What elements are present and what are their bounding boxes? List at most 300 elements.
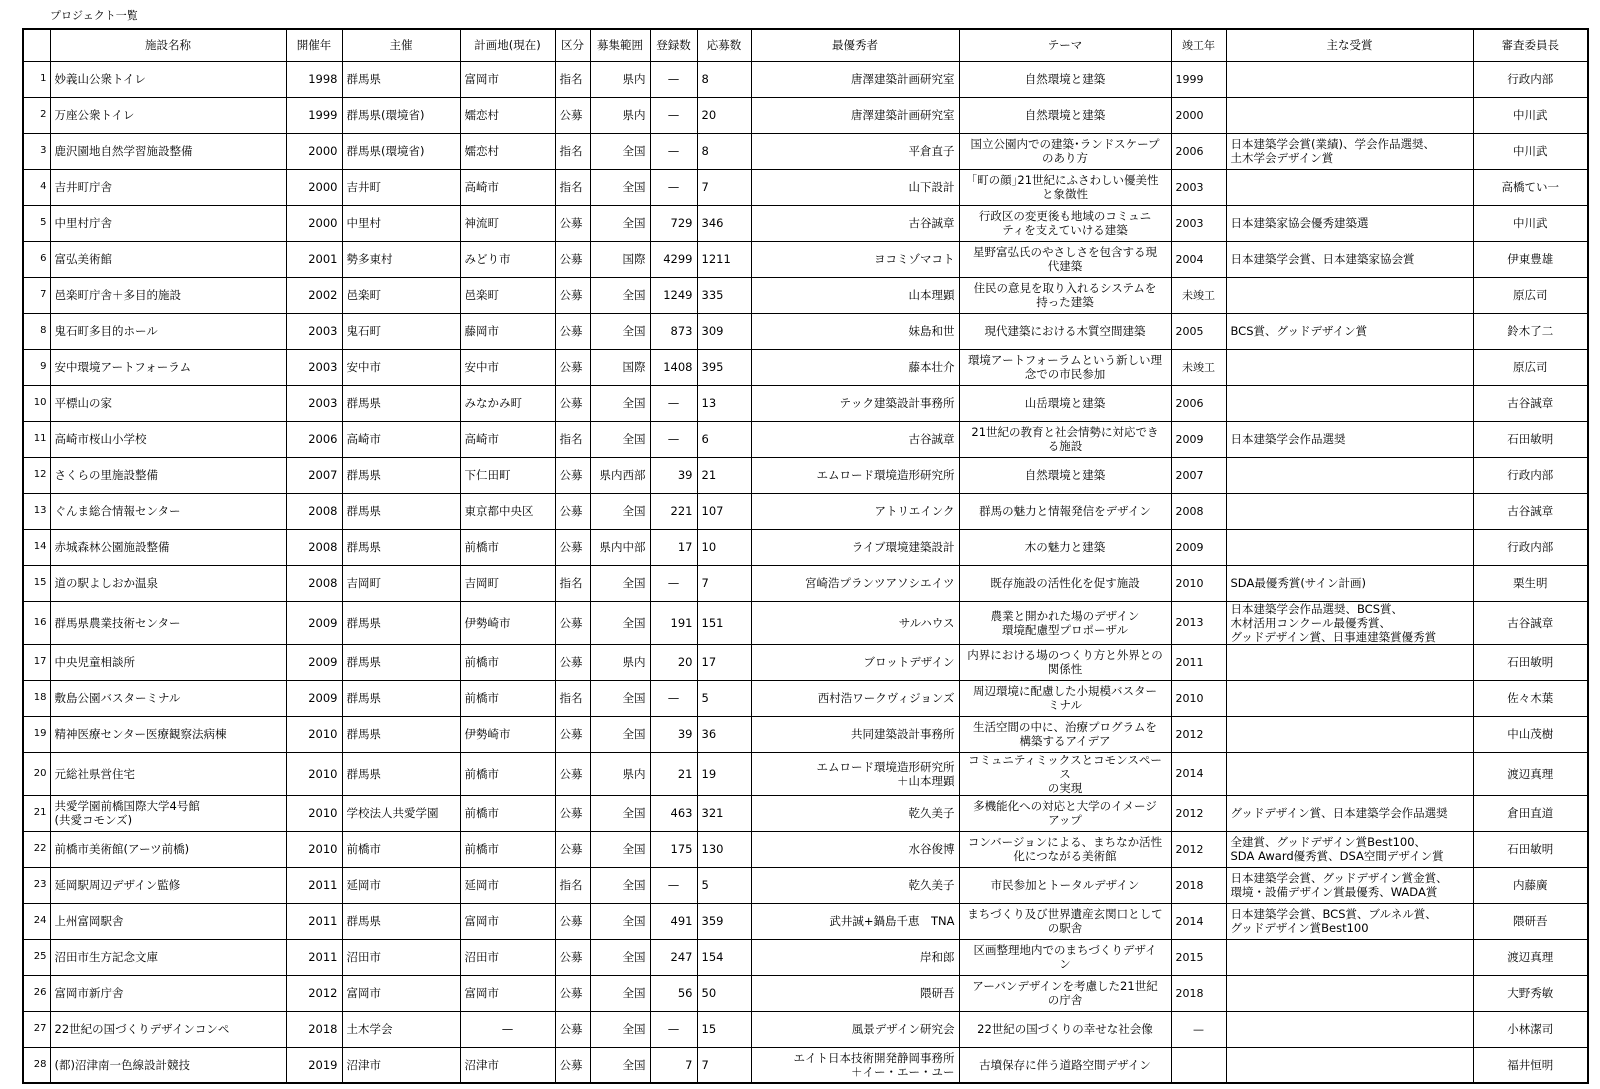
cell-jury-chair: 栗生明	[1473, 565, 1588, 601]
cell-row-number: 12	[23, 457, 50, 493]
header-row	[23, 29, 1588, 61]
cell-registrations: —	[650, 169, 697, 205]
cell-location: 安中市	[460, 349, 555, 385]
header-winner: 最優秀者	[751, 29, 959, 61]
table-row	[23, 867, 1588, 903]
cell-entries: 154	[697, 939, 751, 975]
cell-row-number: 23	[23, 867, 50, 903]
cell-theme: 環境アートフォーラムという新しい理 念での市民参加	[959, 349, 1171, 385]
cell-scope: 県内	[590, 97, 650, 133]
cell-jury-chair: 佐々木葉	[1473, 680, 1588, 716]
table-row	[23, 241, 1588, 277]
cell-year: 2010	[286, 795, 342, 831]
cell-registrations: 1408	[650, 349, 697, 385]
cell-registrations: 175	[650, 831, 697, 867]
cell-year: 2019	[286, 1047, 342, 1083]
cell-row-number: 3	[23, 133, 50, 169]
cell-scope: 全国	[590, 421, 650, 457]
cell-year: 2018	[286, 1011, 342, 1047]
table-row	[23, 493, 1588, 529]
cell-awards	[1226, 385, 1473, 421]
cell-theme: 住民の意見を取り入れるシステムを 持った建築	[959, 277, 1171, 313]
cell-location: 前橋市	[460, 680, 555, 716]
cell-organizer: 学校法人共愛学園	[342, 795, 460, 831]
cell-location: 神流町	[460, 205, 555, 241]
cell-scope: 県内	[590, 644, 650, 680]
cell-location: 沼津市	[460, 1047, 555, 1083]
cell-location: 伊勢崎市	[460, 601, 555, 644]
cell-jury-chair: 伊東豊雄	[1473, 241, 1588, 277]
cell-completion-year: 2012	[1171, 795, 1226, 831]
cell-registrations: 1249	[650, 277, 697, 313]
cell-completion-year: 2009	[1171, 421, 1226, 457]
cell-registrations: —	[650, 680, 697, 716]
cell-awards	[1226, 1011, 1473, 1047]
cell-facility-name: 沼田市生方記念文庫	[50, 939, 286, 975]
cell-category: 公募	[555, 277, 590, 313]
cell-winner: 岸和郎	[751, 939, 959, 975]
cell-category: 公募	[555, 1047, 590, 1083]
cell-entries: 15	[697, 1011, 751, 1047]
cell-category: 公募	[555, 529, 590, 565]
cell-theme: 周辺環境に配慮した小規模バスター ミナル	[959, 680, 1171, 716]
cell-awards	[1226, 349, 1473, 385]
cell-theme: 木の魅力と建築	[959, 529, 1171, 565]
cell-facility-name: 鬼石町多目的ホール	[50, 313, 286, 349]
cell-jury-chair: 隈研吾	[1473, 903, 1588, 939]
table-row	[23, 97, 1588, 133]
cell-year: 2003	[286, 349, 342, 385]
cell-location: みどり市	[460, 241, 555, 277]
cell-year: 2000	[286, 169, 342, 205]
cell-awards: 日本建築家協会優秀建築選	[1226, 205, 1473, 241]
cell-jury-chair: 行政内部	[1473, 529, 1588, 565]
cell-row-number: 5	[23, 205, 50, 241]
cell-category: 指名	[555, 680, 590, 716]
cell-awards	[1226, 169, 1473, 205]
cell-jury-chair: 小林潔司	[1473, 1011, 1588, 1047]
cell-year: 2011	[286, 867, 342, 903]
table-row	[23, 939, 1588, 975]
cell-jury-chair: 石田敏明	[1473, 831, 1588, 867]
cell-theme: 自然環境と建築	[959, 457, 1171, 493]
cell-row-number: 13	[23, 493, 50, 529]
table-row	[23, 644, 1588, 680]
cell-category: 公募	[555, 241, 590, 277]
cell-organizer: 群馬県	[342, 644, 460, 680]
cell-year: 2011	[286, 939, 342, 975]
cell-entries: 5	[697, 680, 751, 716]
cell-winner: 山下設計	[751, 169, 959, 205]
cell-awards: BCS賞、グッドデザイン賞	[1226, 313, 1473, 349]
cell-scope: 全国	[590, 169, 650, 205]
cell-jury-chair: 渡辺真理	[1473, 939, 1588, 975]
cell-completion-year	[1171, 1047, 1226, 1083]
cell-winner: エムロード環境造形研究所 ＋山本理顕	[751, 752, 959, 795]
table-row	[23, 349, 1588, 385]
cell-awards	[1226, 975, 1473, 1011]
cell-awards	[1226, 644, 1473, 680]
table-row	[23, 975, 1588, 1011]
cell-awards	[1226, 277, 1473, 313]
cell-theme: まちづくり及び世界遺産玄関口として の駅舎	[959, 903, 1171, 939]
cell-location: 高崎市	[460, 169, 555, 205]
cell-awards	[1226, 1047, 1473, 1083]
cell-entries: 335	[697, 277, 751, 313]
cell-organizer: 群馬県	[342, 61, 460, 97]
cell-location: 伊勢崎市	[460, 716, 555, 752]
cell-jury-chair: 内藤廣	[1473, 867, 1588, 903]
cell-facility-name: 精神医療センター医療観察法病棟	[50, 716, 286, 752]
cell-organizer: 鬼石町	[342, 313, 460, 349]
cell-entries: 1211	[697, 241, 751, 277]
cell-facility-name: 鹿沢園地自然学習施設整備	[50, 133, 286, 169]
cell-organizer: 群馬県	[342, 493, 460, 529]
cell-location: 富岡市	[460, 903, 555, 939]
cell-entries: 151	[697, 601, 751, 644]
cell-organizer: 吉井町	[342, 169, 460, 205]
cell-theme: 生活空間の中に、治療プログラムを 構築するアイデア	[959, 716, 1171, 752]
table-row	[23, 421, 1588, 457]
cell-completion-year: 2010	[1171, 680, 1226, 716]
cell-organizer: 邑楽町	[342, 277, 460, 313]
cell-facility-name: さくらの里施設整備	[50, 457, 286, 493]
cell-winner: エムロード環境造形研究所	[751, 457, 959, 493]
cell-winner: サルハウス	[751, 601, 959, 644]
cell-location: 前橋市	[460, 529, 555, 565]
cell-row-number: 26	[23, 975, 50, 1011]
cell-completion-year: 2003	[1171, 205, 1226, 241]
cell-completion-year: 2011	[1171, 644, 1226, 680]
cell-category: 公募	[555, 493, 590, 529]
cell-awards	[1226, 529, 1473, 565]
cell-awards: 日本建築学会作品選奨	[1226, 421, 1473, 457]
header-year: 開催年	[286, 29, 342, 61]
cell-completion-year: 2014	[1171, 903, 1226, 939]
cell-location: 吉岡町	[460, 565, 555, 601]
cell-entries: 50	[697, 975, 751, 1011]
cell-theme: 国立公園内での建築･ランドスケープ のあり方	[959, 133, 1171, 169]
cell-organizer: 前橋市	[342, 831, 460, 867]
cell-jury-chair: 古谷誠章	[1473, 601, 1588, 644]
cell-facility-name: ぐんま総合情報センター	[50, 493, 286, 529]
cell-theme: 星野富弘氏のやさしさを包含する現 代建築	[959, 241, 1171, 277]
cell-winner: 隈研吾	[751, 975, 959, 1011]
table-row	[23, 601, 1588, 644]
cell-location: 前橋市	[460, 752, 555, 795]
cell-registrations: —	[650, 867, 697, 903]
cell-year: 1999	[286, 97, 342, 133]
cell-registrations: 463	[650, 795, 697, 831]
cell-theme: 21世紀の教育と社会情勢に対応でき る施設	[959, 421, 1171, 457]
cell-winner: 乾久美子	[751, 867, 959, 903]
header-entries: 応募数	[697, 29, 751, 61]
cell-theme: 農業と開かれた場のデザイン 環境配慮型プロポーザル	[959, 601, 1171, 644]
cell-facility-name: 上州富岡駅舎	[50, 903, 286, 939]
header-jury-chair: 審査委員長	[1473, 29, 1588, 61]
cell-jury-chair: 中川武	[1473, 205, 1588, 241]
cell-entries: 7	[697, 565, 751, 601]
cell-year: 2012	[286, 975, 342, 1011]
cell-location: 東京都中央区	[460, 493, 555, 529]
cell-row-number: 22	[23, 831, 50, 867]
cell-completion-year: 2014	[1171, 752, 1226, 795]
cell-theme: 市民参加とトータルデザイン	[959, 867, 1171, 903]
cell-facility-name: (都)沼津南一色線設計競技	[50, 1047, 286, 1083]
project-table	[22, 28, 1589, 1084]
cell-organizer: 群馬県(環境省)	[342, 97, 460, 133]
cell-jury-chair: 中山茂樹	[1473, 716, 1588, 752]
cell-category: 公募	[555, 205, 590, 241]
cell-entries: 36	[697, 716, 751, 752]
cell-theme: ｢町の顔｣21世紀にふさわしい優美性 と象徴性	[959, 169, 1171, 205]
cell-scope: 全国	[590, 975, 650, 1011]
cell-location: 邑楽町	[460, 277, 555, 313]
cell-registrations: 729	[650, 205, 697, 241]
cell-jury-chair: 高橋てい一	[1473, 169, 1588, 205]
cell-organizer: 高崎市	[342, 421, 460, 457]
cell-year: 2009	[286, 680, 342, 716]
cell-entries: 5	[697, 867, 751, 903]
cell-winner: 乾久美子	[751, 795, 959, 831]
cell-registrations: —	[650, 421, 697, 457]
cell-winner: 水谷俊博	[751, 831, 959, 867]
cell-year: 2008	[286, 529, 342, 565]
table-row	[23, 457, 1588, 493]
cell-category: 指名	[555, 133, 590, 169]
cell-location: 嬬恋村	[460, 97, 555, 133]
cell-jury-chair: 原広司	[1473, 349, 1588, 385]
table-row	[23, 716, 1588, 752]
cell-theme: 内界における場のつくり方と外界との 関係性	[959, 644, 1171, 680]
table-row	[23, 133, 1588, 169]
cell-completion-year: 2015	[1171, 939, 1226, 975]
cell-location: —	[460, 1011, 555, 1047]
cell-entries: 8	[697, 61, 751, 97]
cell-entries: 8	[697, 133, 751, 169]
cell-row-number: 25	[23, 939, 50, 975]
cell-entries: 7	[697, 169, 751, 205]
cell-scope: 全国	[590, 277, 650, 313]
cell-awards: 全建賞、グッドデザイン賞Best100、 SDA Award優秀賞、DSA空間デザイン賞	[1226, 831, 1473, 867]
cell-entries: 309	[697, 313, 751, 349]
cell-facility-name: 邑楽町庁舎＋多目的施設	[50, 277, 286, 313]
cell-completion-year: 2012	[1171, 831, 1226, 867]
cell-scope: 国際	[590, 241, 650, 277]
cell-year: 2008	[286, 493, 342, 529]
cell-completion-year: 2012	[1171, 716, 1226, 752]
cell-awards: SDA最優秀賞(サイン計画)	[1226, 565, 1473, 601]
cell-completion-year: 2010	[1171, 565, 1226, 601]
cell-winner: 藤本壮介	[751, 349, 959, 385]
cell-row-number: 24	[23, 903, 50, 939]
cell-row-number: 27	[23, 1011, 50, 1047]
cell-facility-name: 延岡駅周辺デザイン監修	[50, 867, 286, 903]
cell-scope: 全国	[590, 867, 650, 903]
cell-entries: 20	[697, 97, 751, 133]
cell-registrations: —	[650, 97, 697, 133]
cell-registrations: 491	[650, 903, 697, 939]
cell-location: 沼田市	[460, 939, 555, 975]
cell-entries: 13	[697, 385, 751, 421]
cell-row-number: 21	[23, 795, 50, 831]
cell-registrations: 221	[650, 493, 697, 529]
cell-year: 2009	[286, 644, 342, 680]
cell-jury-chair: 大野秀敏	[1473, 975, 1588, 1011]
cell-registrations: 4299	[650, 241, 697, 277]
cell-jury-chair: 古谷誠章	[1473, 385, 1588, 421]
cell-theme: 現代建築における木質空間建築	[959, 313, 1171, 349]
cell-scope: 全国	[590, 205, 650, 241]
cell-awards: 日本建築学会賞、BCS賞、ブルネル賞、 グッドデザイン賞Best100	[1226, 903, 1473, 939]
cell-category: 公募	[555, 601, 590, 644]
cell-theme: 群馬の魅力と情報発信をデザイン	[959, 493, 1171, 529]
cell-facility-name: 吉井町庁舎	[50, 169, 286, 205]
cell-completion-year: 2009	[1171, 529, 1226, 565]
cell-location: 富岡市	[460, 975, 555, 1011]
cell-row-number: 20	[23, 752, 50, 795]
cell-row-number: 7	[23, 277, 50, 313]
cell-year: 2007	[286, 457, 342, 493]
cell-row-number: 9	[23, 349, 50, 385]
cell-awards	[1226, 939, 1473, 975]
cell-winner: 宮崎浩プランツアソシエイツ	[751, 565, 959, 601]
cell-facility-name: 高崎市桜山小学校	[50, 421, 286, 457]
cell-theme: 山岳環境と建築	[959, 385, 1171, 421]
cell-year: 2011	[286, 903, 342, 939]
cell-jury-chair: 中川武	[1473, 97, 1588, 133]
cell-location: 延岡市	[460, 867, 555, 903]
cell-registrations: 21	[650, 752, 697, 795]
cell-theme: 既存施設の活性化を促す施設	[959, 565, 1171, 601]
cell-organizer: 群馬県	[342, 752, 460, 795]
cell-row-number: 17	[23, 644, 50, 680]
cell-organizer: 富岡市	[342, 975, 460, 1011]
table-row	[23, 385, 1588, 421]
cell-jury-chair: 古谷誠章	[1473, 493, 1588, 529]
cell-registrations: —	[650, 1011, 697, 1047]
cell-entries: 21	[697, 457, 751, 493]
cell-registrations: 20	[650, 644, 697, 680]
cell-category: 指名	[555, 61, 590, 97]
cell-completion-year: 2006	[1171, 133, 1226, 169]
cell-scope: 全国	[590, 795, 650, 831]
cell-awards	[1226, 493, 1473, 529]
cell-year: 2010	[286, 752, 342, 795]
cell-scope: 県内西部	[590, 457, 650, 493]
cell-facility-name: 共愛学園前橋国際大学4号館 (共愛コモンズ)	[50, 795, 286, 831]
cell-entries: 359	[697, 903, 751, 939]
cell-category: 公募	[555, 716, 590, 752]
cell-organizer: 勢多東村	[342, 241, 460, 277]
cell-organizer: 群馬県	[342, 385, 460, 421]
cell-year: 2010	[286, 716, 342, 752]
cell-winner: ヨコミゾマコト	[751, 241, 959, 277]
cell-completion-year: 2013	[1171, 601, 1226, 644]
cell-theme: コミュニティミックスとコモンスペース の実現	[959, 752, 1171, 795]
cell-winner: 古谷誠章	[751, 205, 959, 241]
cell-facility-name: 富岡市新庁舎	[50, 975, 286, 1011]
cell-registrations: 247	[650, 939, 697, 975]
cell-scope: 全国	[590, 493, 650, 529]
cell-row-number: 15	[23, 565, 50, 601]
cell-row-number: 4	[23, 169, 50, 205]
cell-organizer: 安中市	[342, 349, 460, 385]
cell-entries: 10	[697, 529, 751, 565]
cell-jury-chair: 中川武	[1473, 133, 1588, 169]
header-theme: テーマ	[959, 29, 1171, 61]
cell-location: 前橋市	[460, 644, 555, 680]
cell-jury-chair: 鈴木了二	[1473, 313, 1588, 349]
cell-category: 公募	[555, 97, 590, 133]
cell-year: 2009	[286, 601, 342, 644]
cell-year: 2003	[286, 385, 342, 421]
cell-jury-chair: 行政内部	[1473, 61, 1588, 97]
cell-category: 公募	[555, 349, 590, 385]
cell-facility-name: 中里村庁舎	[50, 205, 286, 241]
cell-jury-chair: 行政内部	[1473, 457, 1588, 493]
header-completion-year: 竣工年	[1171, 29, 1226, 61]
cell-organizer: 群馬県	[342, 529, 460, 565]
cell-entries: 17	[697, 644, 751, 680]
table-row	[23, 831, 1588, 867]
cell-year: 2008	[286, 565, 342, 601]
cell-entries: 107	[697, 493, 751, 529]
cell-category: 公募	[555, 385, 590, 421]
cell-facility-name: 元総社県営住宅	[50, 752, 286, 795]
cell-scope: 全国	[590, 601, 650, 644]
cell-jury-chair: 倉田直道	[1473, 795, 1588, 831]
cell-awards	[1226, 716, 1473, 752]
cell-jury-chair: 原広司	[1473, 277, 1588, 313]
cell-organizer: 吉岡町	[342, 565, 460, 601]
cell-scope: 全国	[590, 831, 650, 867]
cell-organizer: 土木学会	[342, 1011, 460, 1047]
cell-winner: ブロットデザイン	[751, 644, 959, 680]
cell-category: 公募	[555, 644, 590, 680]
cell-row-number: 2	[23, 97, 50, 133]
cell-scope: 全国	[590, 680, 650, 716]
cell-theme: コンバージョンによる、まちなか活性 化につながる美術館	[959, 831, 1171, 867]
cell-row-number: 19	[23, 716, 50, 752]
cell-scope: 全国	[590, 1011, 650, 1047]
cell-location: みなかみ町	[460, 385, 555, 421]
cell-awards	[1226, 61, 1473, 97]
cell-facility-name: 妙義山公衆トイレ	[50, 61, 286, 97]
cell-facility-name: 22世紀の国づくりデザインコンペ	[50, 1011, 286, 1047]
cell-entries: 395	[697, 349, 751, 385]
cell-registrations: 7	[650, 1047, 697, 1083]
cell-organizer: 延岡市	[342, 867, 460, 903]
cell-theme: 自然環境と建築	[959, 97, 1171, 133]
cell-awards: 日本建築学会賞、グッドデザイン賞金賞、 環境・設備デザイン賞最優秀、WADA賞	[1226, 867, 1473, 903]
cell-facility-name: 中央児童相談所	[50, 644, 286, 680]
header-category: 区分	[555, 29, 590, 61]
cell-winner: 武井誠+鍋島千恵 TNA	[751, 903, 959, 939]
cell-scope: 県内	[590, 752, 650, 795]
cell-row-number: 1	[23, 61, 50, 97]
cell-location: 下仁田町	[460, 457, 555, 493]
header-facility-name: 施設名称	[50, 29, 286, 61]
table-row	[23, 313, 1588, 349]
cell-completion-year: 未竣工	[1171, 277, 1226, 313]
cell-year: 1998	[286, 61, 342, 97]
cell-jury-chair: 石田敏明	[1473, 421, 1588, 457]
cell-category: 公募	[555, 975, 590, 1011]
table-row	[23, 752, 1588, 795]
cell-theme: アーバンデザインを考慮した21世紀 の庁舎	[959, 975, 1171, 1011]
cell-scope: 全国	[590, 903, 650, 939]
